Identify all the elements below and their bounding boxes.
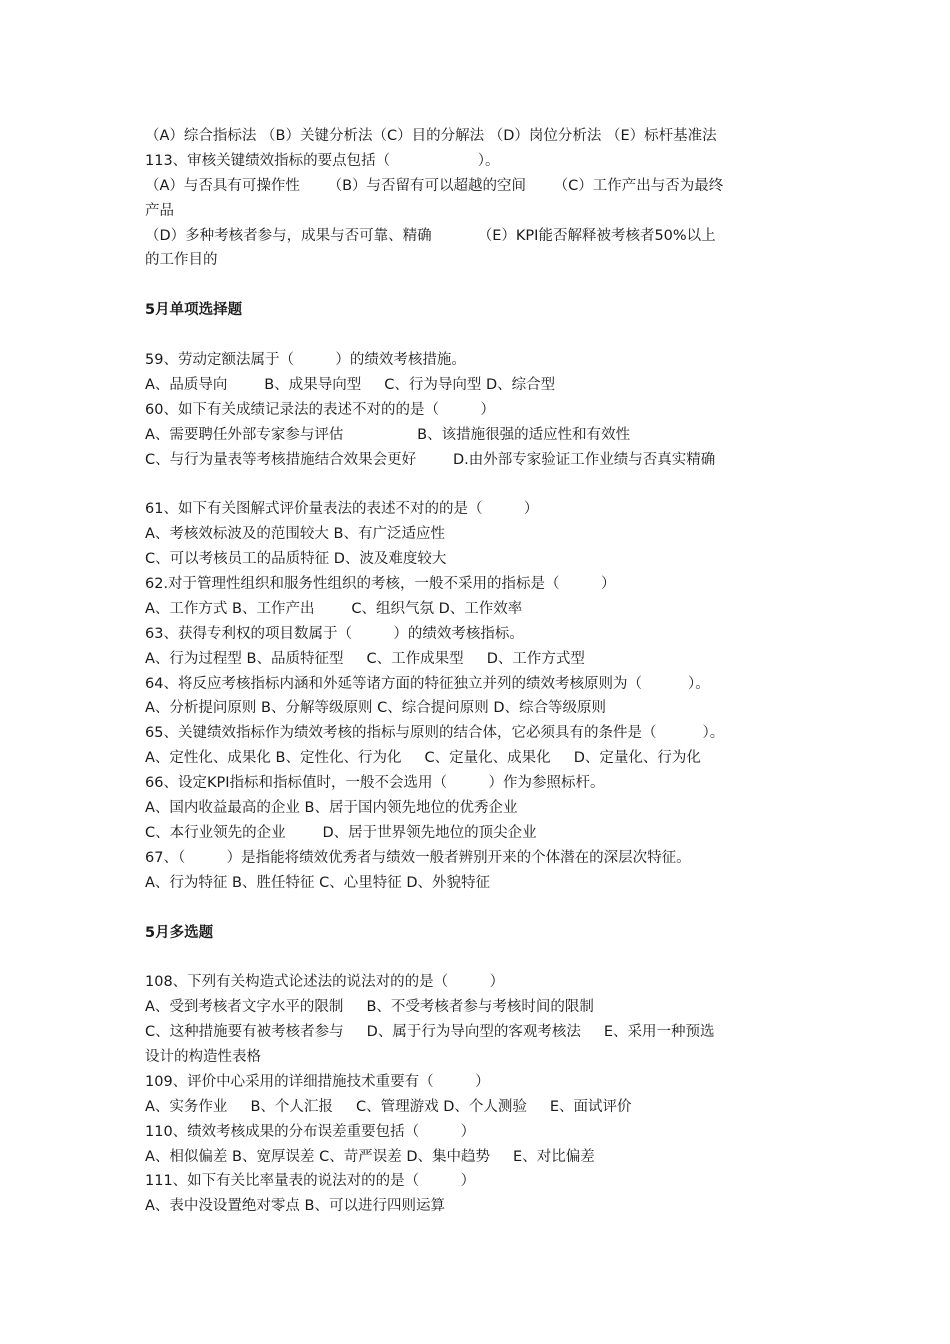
question-59: 59、劳动定额法属于（ ）的绩效考核措施。 [145, 352, 466, 369]
question-67: 67、（ ）是指能将绩效优秀者与绩效一般者辨别开来的个体潜在的深层次特征。 [145, 849, 691, 866]
text-line: A、考核效标波及的范围较大 B、有广泛适应性 [145, 526, 445, 543]
blank-line [145, 472, 810, 497]
question-61: 61、如下有关图解式评价量表法的表述不对的的是（ ） [145, 501, 539, 518]
text-line: A、工作方式 B、工作产出 C、组织气氛 D、工作效率 [145, 600, 523, 617]
question-113: 113、审核关键绩效指标的要点包括（ ）。 [145, 152, 500, 169]
text-line: A、表中没设置绝对零点 B、可以进行四则运算 [145, 1198, 445, 1215]
question-110: 110、绩效考核成果的分布误差重要包括（ ） [145, 1123, 476, 1140]
blank-line [145, 945, 810, 970]
blank-line [145, 323, 810, 348]
text-line: C、本行业领先的企业 D、居于世界领先地位的顶尖企业 [145, 824, 537, 841]
question-108: 108、下列有关构造式论述法的说法对的的是（ ） [145, 974, 505, 991]
blank-line [145, 273, 810, 298]
text-line: 设计的构造性表格 [145, 1048, 261, 1065]
text-line: A、实务作业 B、个人汇报 C、管理游戏 D、个人测验 E、面试评价 [145, 1098, 632, 1115]
text-line: A、相似偏差 B、宽厚误差 C、苛严误差 D、集中趋势 E、对比偏差 [145, 1148, 595, 1165]
text-line: A、行为过程型 B、品质特征型 C、工作成果型 D、工作方式型 [145, 650, 585, 667]
text-line: C、这种措施要有被考核者参与 D、属于行为导向型的客观考核法 E、采用一种预选 [145, 1024, 715, 1041]
question-66: 66、设定KPI指标和指标值时，一般不会选用（ ）作为参照标杆。 [145, 775, 605, 792]
text-line: （A）与否具有可操作性 （B）与否留有可以超越的空间 （C）工作产出与否为最终 [145, 177, 724, 194]
text-line: C、可以考核员工的品质特征 D、波及难度较大 [145, 551, 447, 568]
text-line: A、分析提问原则 B、分解等级原则 C、综合提问原则 D、综合等级原则 [145, 700, 606, 717]
question-63: 63、获得专利权的项目数属于（ ）的绩效考核指标。 [145, 625, 524, 642]
question-65: 65、关键绩效指标作为绩效考核的指标与原则的结合体，它必须具有的条件是（ ）。 [145, 725, 725, 742]
section-heading-single-choice: 5月单项选择题 [145, 302, 243, 319]
document-page [145, 124, 810, 1219]
text-line: （A）综合指标法 （B）关键分析法（C）目的分解法 （D）岗位分析法 （E）标杆基准法 [145, 128, 717, 144]
question-64: 64、将反应考核指标内涵和外延等诸方面的特征独立并列的绩效考核原则为（ ）。 [145, 675, 710, 692]
question-109: 109、评价中心采用的详细措施技术重要有（ ） [145, 1073, 490, 1090]
text-line: A、需要聘任外部专家参与评估 B、该措施很强的适应性和有效性 [145, 426, 631, 443]
text-line: A、受到考核者文字水平的限制 B、不受考核者参与考核时间的限制 [145, 999, 594, 1016]
text-line: A、国内收益最高的企业 B、居于国内领先地位的优秀企业 [145, 800, 518, 817]
question-62: 62.对于管理性组织和服务性组织的考核，一般不采用的指标是（ ） [145, 576, 616, 593]
text-line: A、定性化、成果化 B、定性化、行为化 C、定量化、成果化 D、定量化、行为化 [145, 750, 701, 767]
text-line: （D）多种考核者参与，成果与否可靠、精确 （E）KPI能否解释被考核者50%以上 [145, 227, 716, 244]
section-heading-multi-choice: 5月多选题 [145, 924, 214, 941]
text-line: A、行为特征 B、胜任特征 C、心里特征 D、外貌特征 [145, 874, 490, 891]
text-line: 产品 [145, 202, 174, 219]
question-111: 111、如下有关比率量表的说法对的的是（ ） [145, 1173, 476, 1190]
question-60: 60、如下有关成绩记录法的表述不对的的是（ ） [145, 401, 495, 418]
blank-line [145, 896, 810, 921]
text-line: A、品质导向 B、成果导向型 C、行为导向型 D、综合型 [145, 376, 556, 393]
text-line: 的工作目的 [145, 252, 218, 269]
text-line: C、与行为量表等考核措施结合效果会更好 D.由外部专家验证工作业绩与否真实精确 [145, 451, 716, 468]
